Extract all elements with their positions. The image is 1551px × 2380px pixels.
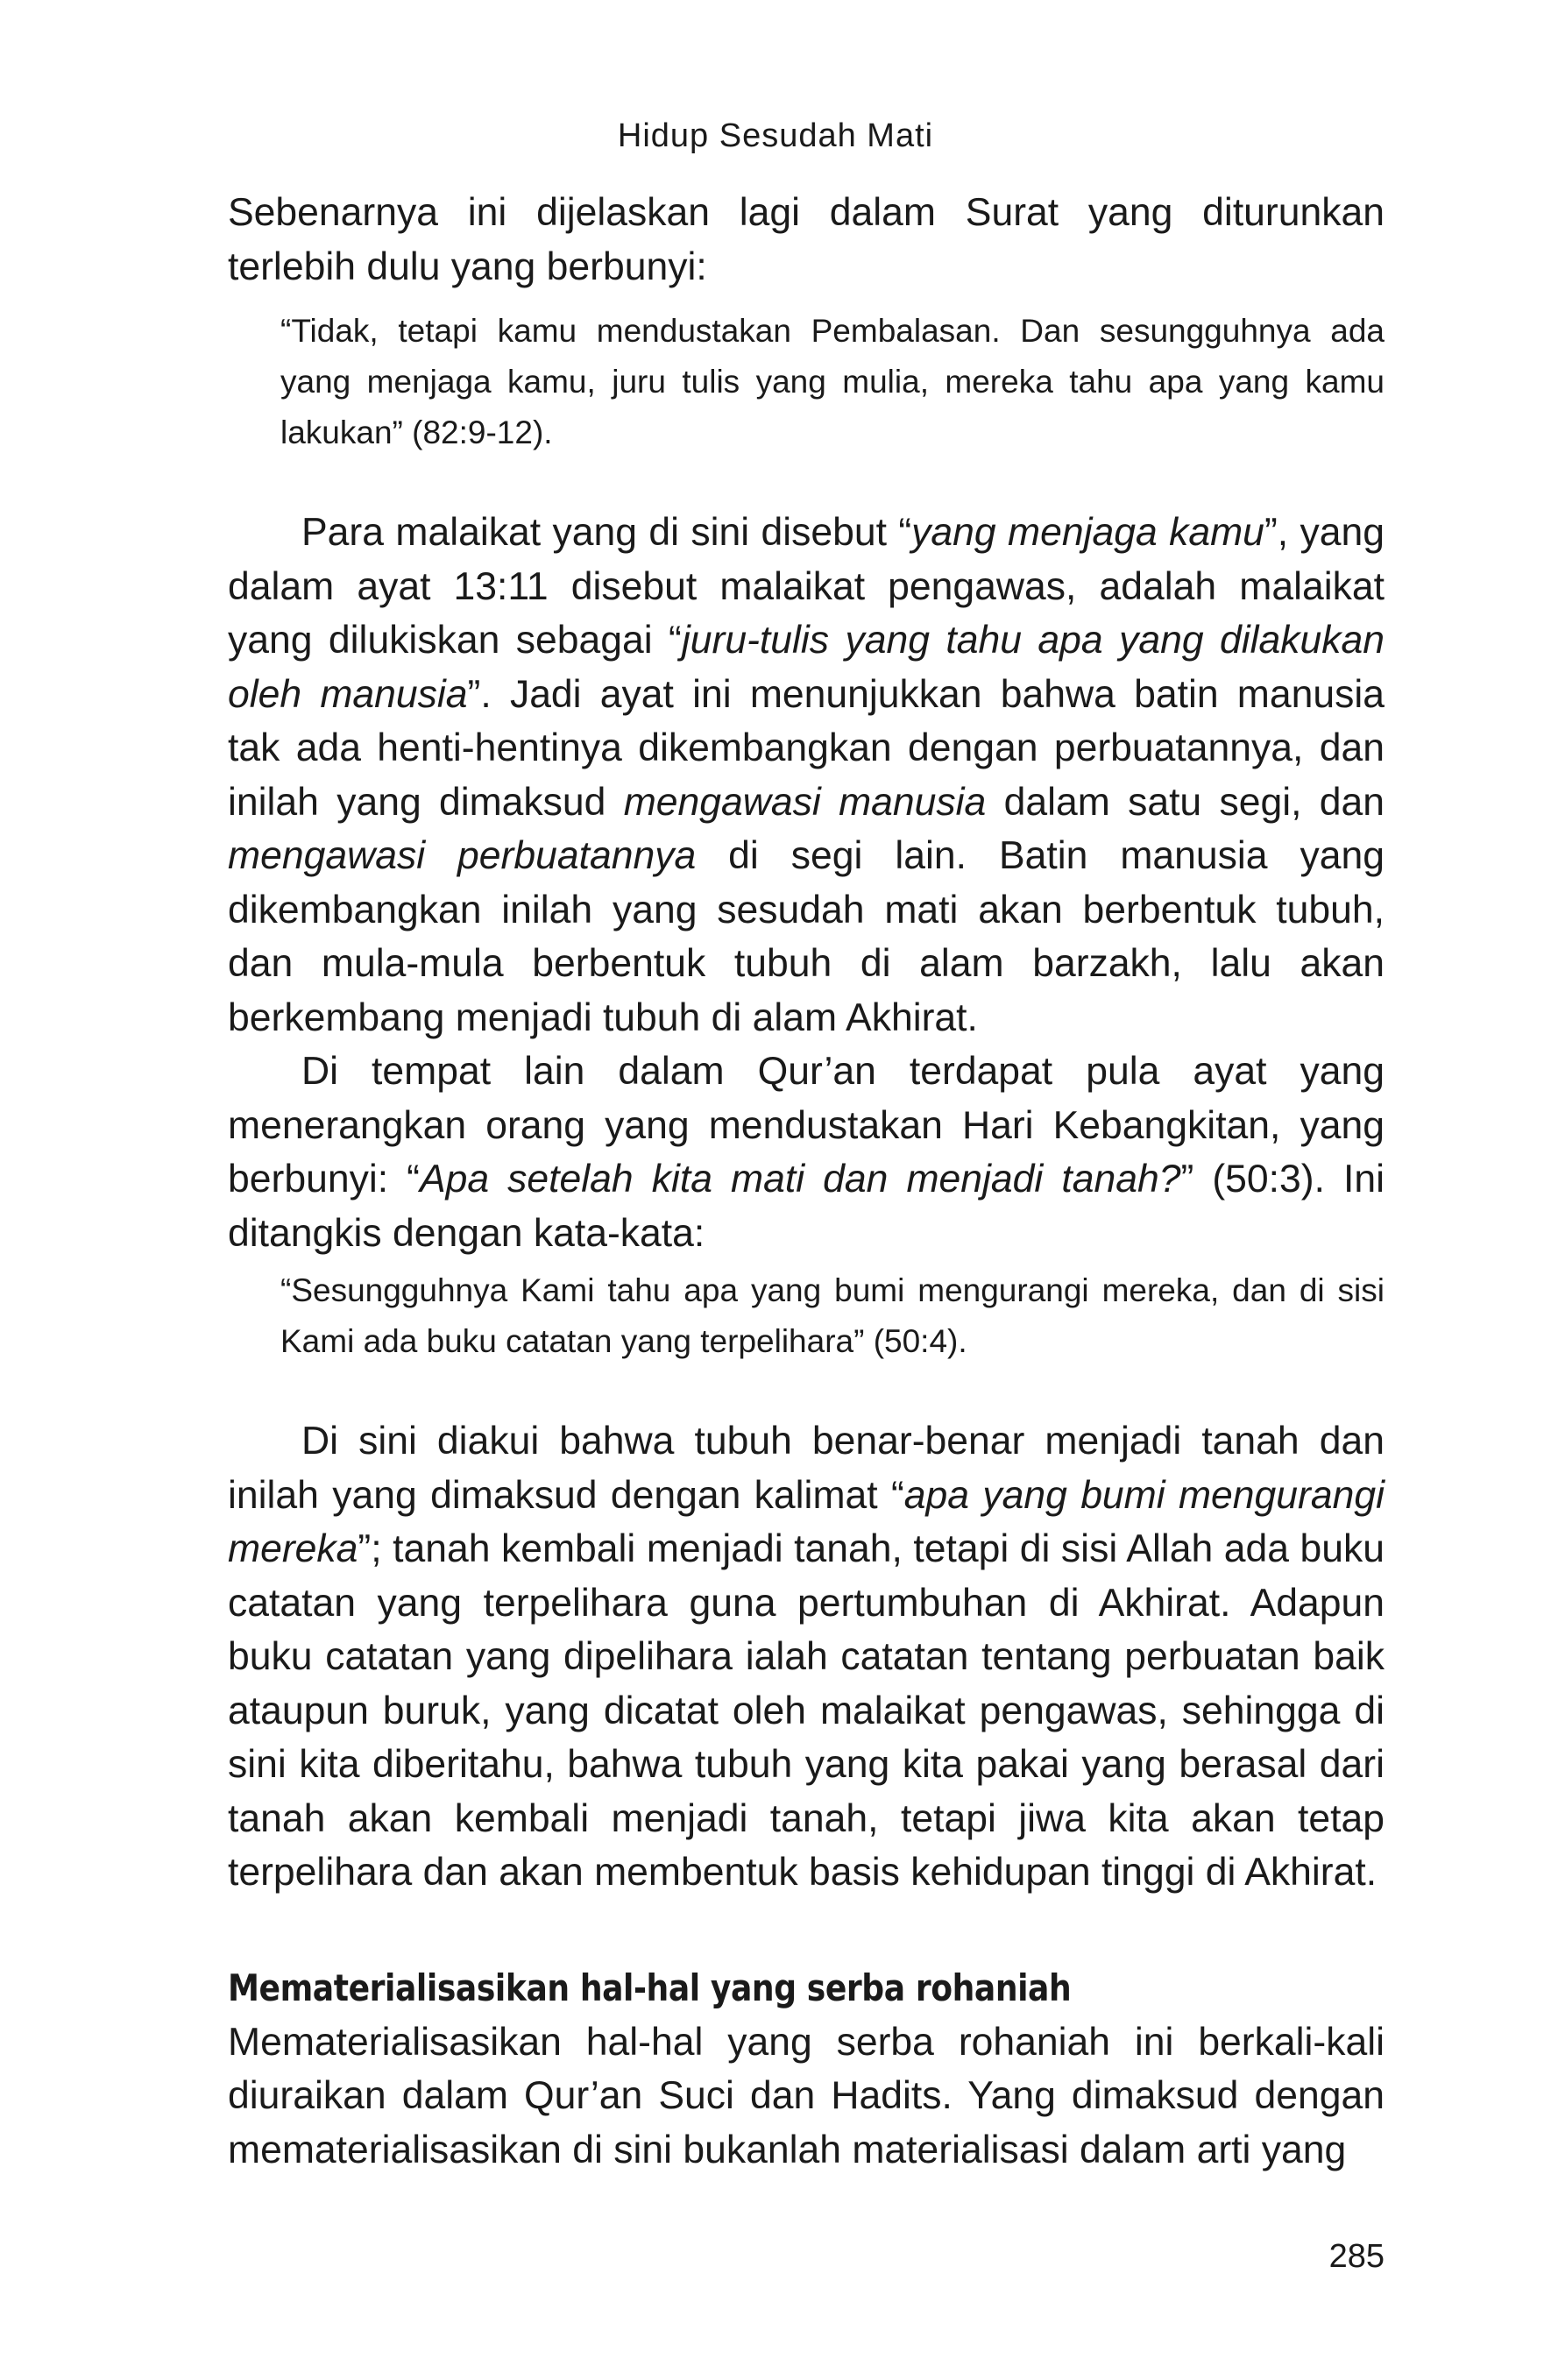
italic-phrase: mengawasi perbuatannya: [228, 834, 697, 877]
text-run: ”; tanah kembali menjadi tanah, tetapi di sisi Allah ada buku catatan yang terpelihara guna pertumbuhan di Akhirat. Adapun buku catatan yang dipelihara ialah catatan tentang perbuatan baik ataupun buruk, yang dicatat oleh malaikat pengawas, sehingga di sini kita diberitahu, bahwa tubuh yang kita pakai yang berasal dari tanah akan kembali menjadi tanah, tetapi jiwa kita akan tetap terpelihara dan akan membentuk basis kehidupan tinggi di Akhirat.: [228, 1527, 1385, 1894]
text-run: Para malaikat yang di sini disebut “: [301, 511, 912, 554]
paragraph-4: [228, 1414, 1385, 1900]
text-run: ”, yang dalam ayat 13:11 disebut malaikat pengawas, adalah malaikat yang dilukiskan sebagai “: [228, 511, 1385, 662]
italic-phrase: mengawasi manusia: [623, 780, 987, 824]
text-run: dalam satu segi, dan: [986, 780, 1385, 824]
italic-phrase: yang menjaga kamu: [911, 511, 1264, 554]
paragraph-2: [228, 506, 1385, 1045]
block-quote-1: “Tidak, tetapi kamu mendustakan Pembalasan. Dan sesungguhnya ada yang menjaga kamu, juru tulis yang mulia, mereka tahu apa yang kamu lakukan” (82:9-12).: [280, 313, 1385, 450]
italic-phrase: juru-tulis yang tahu apa yang dilakukan oleh manusia: [228, 619, 1385, 716]
text-run: Di tempat lain dalam Qur’an terdapat pula ayat yang menerangkan orang yang mendustakan Hari Kebangkitan, yang berbunyi: “: [228, 1050, 1385, 1201]
text-run: Di sini diakui bahwa tubuh benar-benar menjadi tanah dan inilah yang dimaksud dengan kalimat “: [228, 1420, 1385, 1517]
paragraph-1: Sebenarnya ini dijelaskan lagi dalam Surat yang diturunkan terlebih dulu yang berbunyi:: [228, 191, 1385, 288]
section-heading: Mematerialisasikan hal-hal yang serba rohaniah: [228, 1966, 1072, 2009]
text-run: ”. Jadi ayat ini menunjukkan bahwa batin manusia tak ada henti-hentinya dikembangkan dengan perbuatannya, dan inilah yang dimaksud: [228, 672, 1385, 824]
text-run: ” (50:3). Ini ditangkis dengan kata-kata:: [228, 1158, 1385, 1255]
italic-phrase: apa yang bumi mengurangi mereka: [228, 1473, 1385, 1570]
running-head: Hidup Sesudah Mati: [617, 117, 934, 154]
page-body: [228, 186, 1385, 2177]
paragraph-3: [228, 1045, 1385, 1260]
italic-phrase: Apa setelah kita mati dan menjadi tanah?: [419, 1158, 1181, 1201]
page-number: 285: [1328, 2238, 1385, 2275]
paragraph-5: Mematerialisasikan hal-hal yang serba rohaniah ini berkali-kali diuraikan dalam Qur’an Suci dan Hadits. Yang dimaksud dengan mematerialisasikan di sini bukanlah materialisasi dalam arti yang: [228, 2020, 1385, 2171]
block-quote-2: “Sesungguhnya Kami tahu apa yang bumi mengurangi mereka, dan di sisi Kami ada buku catatan yang terpelihara” (50:4).: [280, 1272, 1385, 1359]
text-run: di segi lain. Batin manusia yang dikembangkan inilah yang sesudah mati akan berbentuk tubuh, dan mula-mula berbentuk tubuh di alam barzakh, lalu akan berkembang menjadi tubuh di alam Akhirat.: [228, 834, 1385, 1039]
